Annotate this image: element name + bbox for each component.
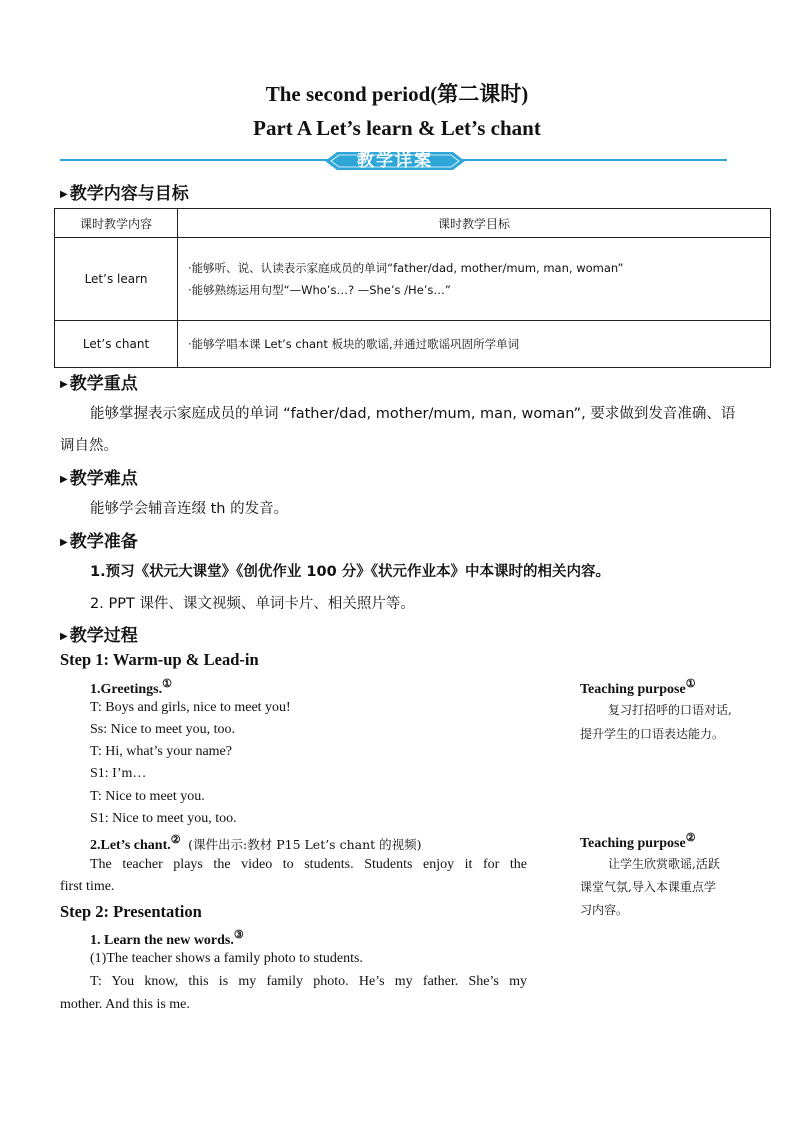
presentation-line: (1)The teacher shows a family photo to students. [90, 951, 363, 966]
learn-title-text: 1. Learn the new words. [90, 933, 234, 948]
table-header-row [55, 209, 771, 238]
section-heading-label: 教学内容与目标 [69, 184, 189, 204]
section-heading-label: 教学难点 [69, 469, 138, 489]
table-cell-content: Let’s chant [55, 321, 178, 368]
content-goals-table [54, 208, 771, 368]
dialogue-line: S1: I’m… [90, 766, 147, 781]
page-title: The second period(第二课时) [265, 82, 529, 106]
teaching-purpose-1-label [580, 677, 696, 698]
triangle-icon: ▶ [60, 379, 68, 390]
greetings-mark: ① [162, 678, 172, 690]
section-heading-preparation [60, 527, 138, 552]
preparation-item-2: 2. PPT 课件、课文视频、单词卡片、相关照片等。 [90, 596, 415, 612]
goal-item: ·能够学唱本课 Let’s chant 板块的歌谣,并通过歌谣巩固所学单词 [188, 337, 520, 351]
chant-text-line1: The teacher plays the video to students. Students enjoy it for the [90, 857, 527, 872]
step2-title: Step 2: Presentation [60, 902, 202, 921]
difficulties-text: 能够学会辅音连缀 th 的发音。 [90, 501, 289, 517]
preparation-item-1: 1.预习《状元大课堂》《创优作业 100 分》《状元作业本》中本课时的相关内容。 [90, 564, 610, 580]
table-row [55, 321, 771, 368]
dialogue-line: T: Nice to meet you. [90, 789, 205, 804]
teaching-purpose-1-note-line2: 提升学生的口语表达能力。 [580, 727, 725, 741]
learn-title [90, 928, 244, 949]
teaching-purpose-mark: ② [685, 832, 696, 844]
triangle-icon: ▶ [60, 189, 68, 200]
learn-mark: ③ [233, 929, 244, 941]
triangle-icon: ▶ [60, 631, 68, 642]
presentation-line: T: You know, this is my family photo. He’s my father. She’s my [90, 974, 527, 989]
table-header-cell: 课时教学内容 [55, 209, 178, 238]
section-heading-content-goals [60, 179, 189, 204]
banner [325, 148, 465, 174]
presentation-line: mother. And this is me. [60, 997, 190, 1012]
chant-text-line2: first time. [60, 879, 115, 894]
section-heading-difficulties [60, 464, 138, 489]
teaching-purpose-2-label [580, 831, 696, 852]
table-header-cell: 课时教学目标 [178, 209, 771, 238]
dialogue-line: T: Boys and girls, nice to meet you! [90, 700, 291, 715]
goal-item: ·能够熟练运用句型“—Who’s…? —She’s /He’s…” [188, 283, 451, 297]
teaching-purpose-1-note-line1: 复习打招呼的口语对话, [608, 703, 732, 717]
table-cell-goals [178, 238, 771, 321]
table-cell-goals [178, 321, 771, 368]
chant-mark: ② [170, 834, 181, 846]
step1-title: Step 1: Warm-up & Lead-in [60, 650, 259, 669]
table-row [55, 238, 771, 321]
key-points-text-line2: 调自然。 [60, 438, 118, 454]
teaching-purpose-2-note-line3: 习内容。 [580, 903, 629, 917]
teaching-purpose-label-text: Teaching purpose [580, 836, 686, 851]
dialogue-line: S1: Nice to meet you, too. [90, 811, 237, 826]
greetings-title [90, 677, 172, 698]
banner-label: 教学详案 [357, 151, 433, 171]
key-points-text-line1: 能够掌握表示家庭成员的单词 “father/dad, mother/mum, man, woman”, 要求做到发音准确、语 [90, 406, 736, 422]
triangle-icon: ▶ [60, 474, 68, 485]
teaching-purpose-mark: ① [685, 678, 696, 690]
table-cell-content: Let’s learn [55, 238, 178, 321]
teaching-purpose-2-note-line1: 让学生欣赏歌谣,活跃 [608, 857, 720, 871]
chant-title [90, 833, 422, 854]
dialogue-line: T: Hi, what’s your name? [90, 744, 232, 759]
section-heading-label: 教学过程 [69, 626, 138, 646]
section-heading-process [60, 621, 138, 646]
greetings-title-text: 1.Greetings. [90, 682, 163, 697]
teaching-purpose-2-note-line2: 课堂气氛,导入本课重点学 [580, 880, 716, 894]
chant-note: (课件出示:教材 P15 Let’s chant 的视频) [188, 837, 422, 852]
section-heading-label: 教学准备 [69, 532, 138, 552]
triangle-icon: ▶ [60, 537, 68, 548]
chant-title-text: 2.Let’s chant. [90, 838, 171, 853]
teaching-purpose-label-text: Teaching purpose [580, 682, 686, 697]
page-subtitle: Part A Let’s learn & Let’s chant [253, 116, 541, 140]
section-heading-key-points [60, 369, 138, 394]
section-heading-label: 教学重点 [69, 374, 138, 394]
goal-item: ·能够听、说、认读表示家庭成员的单词“father/dad, mother/mum, man, woman” [188, 261, 624, 275]
dialogue-line: Ss: Nice to meet you, too. [90, 722, 236, 737]
